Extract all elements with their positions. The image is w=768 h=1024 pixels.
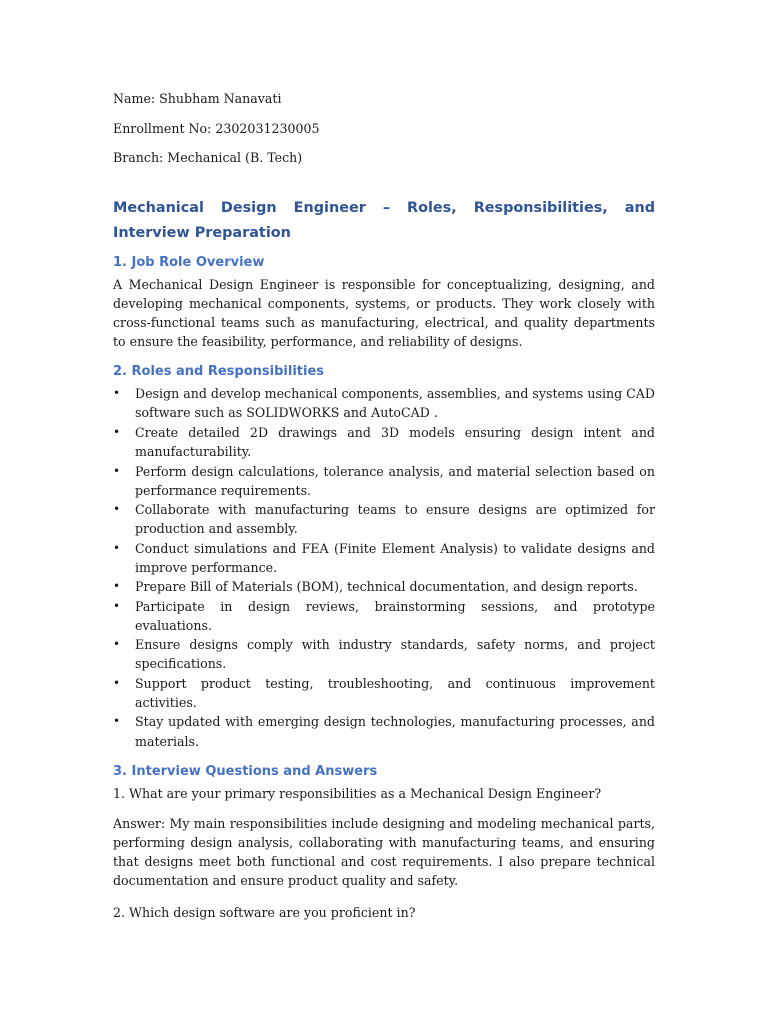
bullet-icon: •	[113, 637, 121, 652]
interview-answer-1: Answer: My main responsibilities include designing and modeling mechanical parts, performing design analysis, collaborating with manufacturing teams, and ensuring that designs meet both functional and cost requirements. I also prepare technical documentation and ensure product quality and safety.	[113, 815, 655, 888]
list-item-text: Collaborate with manufacturing teams to ensure designs are optimized for production and assembly.	[135, 502, 655, 537]
bullet-icon: •	[113, 714, 121, 729]
document-page	[113, 90, 655, 933]
section-heading-roles: 2. Roles and Responsibilities	[113, 364, 324, 380]
section-heading-interview: 3. Interview Questions and Answers	[113, 763, 378, 779]
section-heading-overview: 1. Job Role Overview	[113, 255, 265, 270]
list-item	[113, 712, 655, 750]
bullet-icon: •	[113, 598, 121, 613]
bullet-icon: •	[113, 424, 121, 439]
bullet-icon: •	[113, 579, 121, 594]
list-item-text: Participate in design reviews, brainstorming sessions, and prototype evaluations.	[135, 598, 655, 633]
list-item	[113, 635, 655, 673]
list-item	[113, 423, 655, 461]
list-item-text: Prepare Bill of Materials (BOM), technical documentation, and design reports.	[135, 579, 638, 595]
list-item	[113, 462, 655, 500]
list-item-text: Create detailed 2D drawings and 3D models ensuring design intent and manufacturability.	[135, 424, 655, 460]
bullet-icon: •	[113, 386, 121, 401]
list-item	[113, 500, 655, 538]
branch: Branch: Mechanical (B. Tech)	[113, 150, 303, 165]
student-name: Name: Shubham Nanavati	[113, 91, 282, 106]
list-item-text: Ensure designs comply with industry standards, safety norms, and project specifications.	[135, 637, 655, 672]
list-item	[113, 597, 655, 635]
list-item-text: Stay updated with emerging design technologies, manufacturing processes, and materials.	[135, 714, 655, 749]
interview-question-2: 2. Which design software are you proficient in?	[113, 905, 416, 921]
bullet-icon: •	[113, 675, 121, 690]
list-item-text: Perform design calculations, tolerance analysis, and material selection based on performance requirements.	[135, 463, 655, 498]
overview-paragraph: A Mechanical Design Engineer is responsible for conceptualizing, designing, and developing mechanical components, systems, or products. They work closely with cross-functional teams such as manufacturing, electrical, and quality departments to ensure the feasibility, performance, and reliability of designs.	[113, 277, 655, 350]
responsibilities-list	[113, 384, 655, 750]
list-item-text: Conduct simulations and FEA (Finite Element Analysis) to validate designs and improve performance.	[135, 540, 655, 575]
list-item	[113, 384, 655, 422]
list-item-text: Support product testing, troubleshooting, and continuous improvement activities.	[135, 675, 655, 710]
list-item-text: Design and develop mechanical components, assemblies, and systems using CAD software such as SOLIDWORKS and AutoCAD .	[135, 386, 656, 421]
list-item	[113, 674, 655, 712]
list-item	[113, 539, 655, 577]
interview-question-1: 1. What are your primary responsibilities as a Mechanical Design Engineer?	[113, 785, 602, 801]
enrollment-number: Enrollment No: 2302031230005	[113, 120, 320, 136]
bullet-icon: •	[113, 540, 121, 555]
bullet-icon: •	[113, 463, 121, 478]
list-item	[113, 577, 655, 596]
bullet-icon: •	[113, 502, 121, 517]
document-title: Mechanical Design Engineer – Roles, Responsibilities, and Interview Preparation	[113, 200, 655, 241]
